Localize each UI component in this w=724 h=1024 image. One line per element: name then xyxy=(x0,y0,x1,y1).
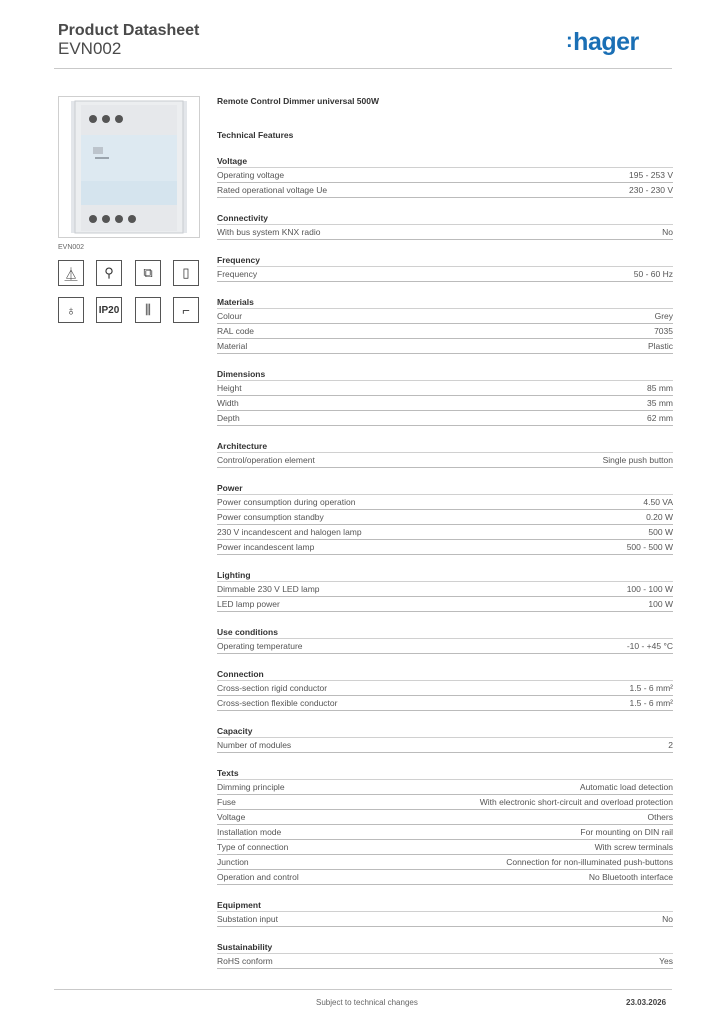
spec-label: Operating temperature xyxy=(217,641,303,651)
ip20-badge: IP20 xyxy=(96,297,122,323)
section-materials xyxy=(217,296,673,354)
spec-label: Cross-section rigid conductor xyxy=(217,683,328,693)
technical-features xyxy=(217,95,673,969)
bulb-icon: ♁ xyxy=(58,297,84,323)
spec-row xyxy=(217,339,673,354)
spec-row xyxy=(217,825,673,840)
spec-value: Grey xyxy=(654,311,673,321)
spec-value: 500 W xyxy=(648,527,673,537)
section-capacity xyxy=(217,725,673,753)
logo-text: hager xyxy=(573,28,639,56)
spec-value: 4.50 VA xyxy=(643,497,673,507)
spec-row xyxy=(217,840,673,855)
spec-label: Voltage xyxy=(217,812,246,822)
spec-value: No xyxy=(662,914,673,924)
spec-value: 230 - 230 V xyxy=(629,185,673,195)
spec-label: Height xyxy=(217,383,242,393)
spec-row xyxy=(217,453,673,468)
spec-row xyxy=(217,582,673,597)
page-title: Product Datasheet xyxy=(58,22,200,39)
spec-label: Power incandescent lamp xyxy=(217,542,315,552)
spec-row xyxy=(217,495,673,510)
product-name: Remote Control Dimmer universal 500W xyxy=(217,96,380,106)
spec-row xyxy=(217,381,673,396)
section-heading: Sustainability xyxy=(217,941,673,954)
footer-note: Subject to technical changes xyxy=(316,998,418,1007)
section-sustainability xyxy=(217,941,673,969)
spec-label: Dimming principle xyxy=(217,782,285,792)
section-heading: Dimensions xyxy=(217,368,673,381)
spec-label: Power consumption during operation xyxy=(217,497,356,507)
section-lighting xyxy=(217,569,673,612)
spec-label: With bus system KNX radio xyxy=(217,227,321,237)
section-heading: Voltage xyxy=(217,155,673,168)
push-button-icon: ⌐ xyxy=(173,297,199,323)
spec-label: LED lamp power xyxy=(217,599,280,609)
spec-row xyxy=(217,324,673,339)
halogen-lamp-icon: ⚲ xyxy=(96,260,122,286)
footer-divider xyxy=(54,989,672,990)
header-divider xyxy=(54,68,672,69)
section-heading: Frequency xyxy=(217,254,673,267)
spec-label: Number of modules xyxy=(217,740,292,750)
spec-value: 85 mm xyxy=(647,383,673,393)
product-image xyxy=(58,96,200,238)
spec-value: 500 - 500 W xyxy=(626,542,673,552)
section-texts xyxy=(217,767,673,885)
spec-row xyxy=(217,795,673,810)
spec-row xyxy=(217,525,673,540)
spec-row xyxy=(217,780,673,795)
features-heading: Technical Features xyxy=(217,130,294,140)
logo-dots-icon: : xyxy=(566,30,573,52)
spec-value: Connection for non-illuminated push-buttons xyxy=(506,857,673,867)
spec-value: No xyxy=(662,227,673,237)
spec-value: 100 W xyxy=(648,599,673,609)
spec-value: 62 mm xyxy=(647,413,673,423)
spec-value: Automatic load detection xyxy=(579,782,673,792)
spec-label: Power consumption standby xyxy=(217,512,324,522)
spec-label: Colour xyxy=(217,311,243,321)
spec-label: Installation mode xyxy=(217,827,282,837)
spec-value: Others xyxy=(647,812,673,822)
spec-label: Fuse xyxy=(217,797,236,807)
spec-label: RAL code xyxy=(217,326,255,336)
section-power xyxy=(217,482,673,555)
spec-value: Plastic xyxy=(647,341,673,351)
spec-label: Operating voltage xyxy=(217,170,285,180)
feature-sections xyxy=(217,155,673,969)
spec-value: 100 - 100 W xyxy=(626,584,673,594)
spec-label: Junction xyxy=(217,857,249,867)
spec-row xyxy=(217,411,673,426)
spec-label: Rated operational voltage Ue xyxy=(217,185,328,195)
spec-value: Yes xyxy=(659,956,673,966)
section-architecture xyxy=(217,440,673,468)
section-use-conditions xyxy=(217,626,673,654)
spec-row xyxy=(217,738,673,753)
spec-value: 0.20 W xyxy=(646,512,673,522)
spec-value: 2 xyxy=(668,740,673,750)
section-voltage xyxy=(217,155,673,198)
spec-row xyxy=(217,870,673,885)
spec-row xyxy=(217,696,673,711)
spec-label: Cross-section flexible conductor xyxy=(217,698,338,708)
spec-row xyxy=(217,855,673,870)
spec-value: -10 - +45 °C xyxy=(626,641,673,651)
spec-value: 35 mm xyxy=(647,398,673,408)
fluorescent-tube-icon: ▯ xyxy=(173,260,199,286)
spec-label: Depth xyxy=(217,413,240,423)
spec-row xyxy=(217,597,673,612)
product-code: EVN002 xyxy=(58,39,122,58)
spec-value: For mounting on DIN rail xyxy=(580,827,673,837)
section-frequency xyxy=(217,254,673,282)
spec-value: 1.5 - 6 mm² xyxy=(629,698,673,708)
section-heading: Connection xyxy=(217,668,673,681)
spec-row xyxy=(217,681,673,696)
section-connectivity xyxy=(217,212,673,240)
spec-label: Width xyxy=(217,398,239,408)
spec-label: Operation and control xyxy=(217,872,299,882)
image-caption: EVN002 xyxy=(58,244,85,251)
section-equipment xyxy=(217,899,673,927)
spec-label: 230 V incandescent and halogen lamp xyxy=(217,527,362,537)
section-heading: Lighting xyxy=(217,569,673,582)
spec-label: Frequency xyxy=(217,269,258,279)
spec-value: 7035 xyxy=(654,326,673,336)
section-heading: Use conditions xyxy=(217,626,673,639)
spec-label: Substation input xyxy=(217,914,278,924)
spec-row xyxy=(217,396,673,411)
spec-label: Control/operation element xyxy=(217,455,315,465)
spec-value: 50 - 60 Hz xyxy=(633,269,673,279)
ceiling-lamp-icon: ⏅ xyxy=(58,260,84,286)
hager-logo xyxy=(566,28,639,57)
footer-date: 23.03.2026 xyxy=(626,998,667,1007)
spec-label: RoHS conform xyxy=(217,956,273,966)
section-heading: Materials xyxy=(217,296,673,309)
spec-row xyxy=(217,267,673,282)
spec-value: No Bluetooth interface xyxy=(588,872,673,882)
section-heading: Architecture xyxy=(217,440,673,453)
transformer-icon: ⧉ xyxy=(135,260,161,286)
spec-label: Material xyxy=(217,341,248,351)
section-heading: Connectivity xyxy=(217,212,673,225)
spec-row xyxy=(217,168,673,183)
section-dimensions xyxy=(217,368,673,426)
section-heading: Equipment xyxy=(217,899,673,912)
spec-row xyxy=(217,540,673,555)
section-connection xyxy=(217,668,673,711)
spec-row xyxy=(217,309,673,324)
spec-row xyxy=(217,639,673,654)
spec-row xyxy=(217,510,673,525)
section-heading: Capacity xyxy=(217,725,673,738)
spec-row xyxy=(217,810,673,825)
spec-value: Single push button xyxy=(602,455,673,465)
led-driver-icon: ⫼ xyxy=(135,297,161,323)
spec-value: 195 - 253 V xyxy=(629,170,673,180)
spec-value: 1.5 - 6 mm² xyxy=(629,683,673,693)
section-heading: Texts xyxy=(217,767,673,780)
spec-value: With electronic short-circuit and overload protection xyxy=(479,797,673,807)
spec-value: With screw terminals xyxy=(594,842,673,852)
spec-label: Dimmable 230 V LED lamp xyxy=(217,584,320,594)
section-heading: Power xyxy=(217,482,673,495)
spec-row xyxy=(217,954,673,969)
spec-row xyxy=(217,912,673,927)
spec-label: Type of connection xyxy=(217,842,289,852)
spec-row xyxy=(217,225,673,240)
spec-row xyxy=(217,183,673,198)
dimmer-device-icon xyxy=(59,97,199,237)
